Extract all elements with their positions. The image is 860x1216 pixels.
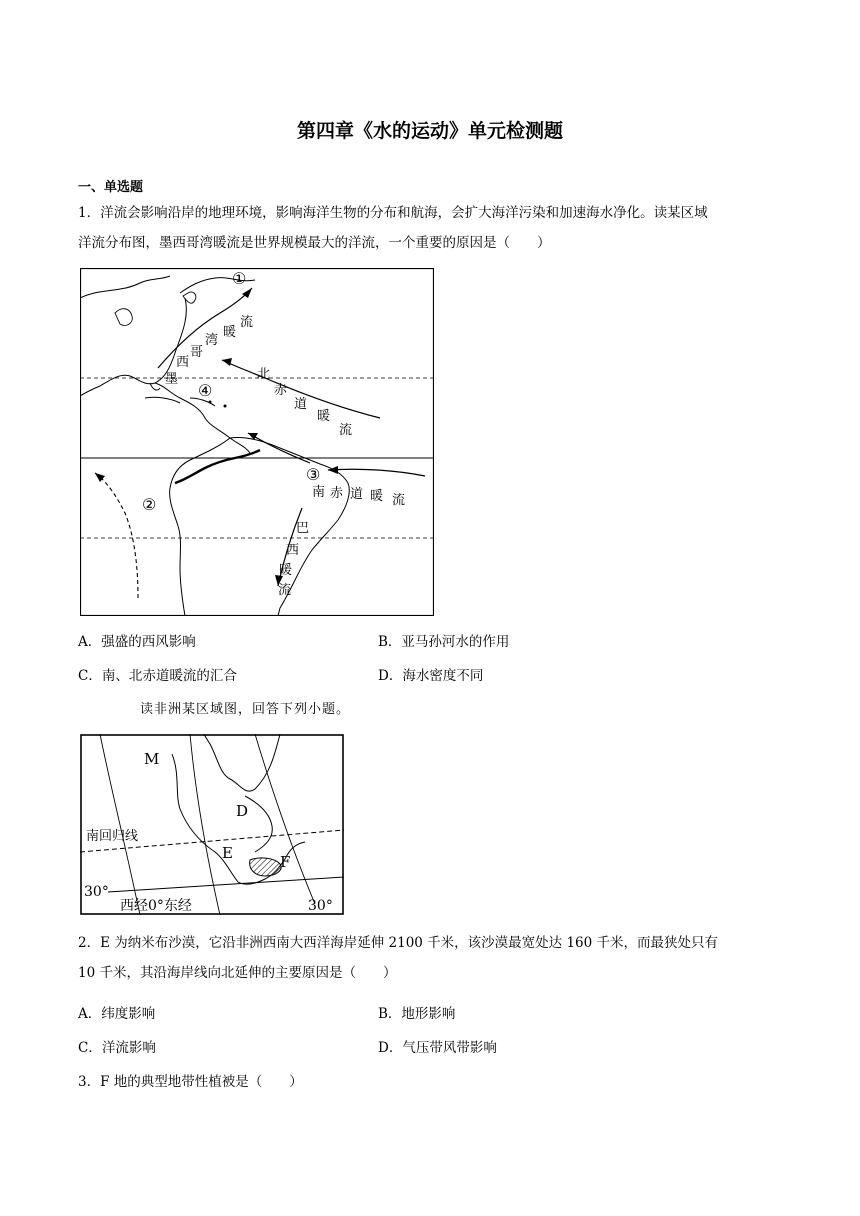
question-2-line-1: 2．E 为纳米布沙漠，它沿非洲西南大西洋海岸延伸 2100 千米，该沙漠最宽处达 160 千米，而最狭处只有 (78, 935, 719, 951)
label-north-eq-1: 北 (257, 367, 271, 382)
question-1-line-1: 1．洋流会影响沿岸的地理环境，影响海洋生物的分布和航海，会扩大海洋污染和加速海水净化。读某区域 (78, 205, 708, 221)
label-south-eq-2: 赤 (330, 486, 344, 501)
label-north-eq-3: 道 (294, 397, 308, 412)
label-gulf-4: 湾 (205, 333, 219, 348)
label-gulf-1: 墨 (165, 372, 179, 387)
africa-region-map (80, 734, 344, 915)
reading-intro: 读非洲某区域图，回答下列小题。 (140, 702, 351, 717)
q1-option-a[interactable]: A．强盛的西风影响 (78, 634, 196, 650)
question-2-line-2: 10 千米，其沿海岸线向北延伸的主要原因是（ ） (78, 965, 397, 981)
marker-1: ① (232, 269, 247, 288)
q2-option-c[interactable]: C．洋流影响 (78, 1040, 156, 1056)
label-d: D (236, 802, 249, 820)
q2-option-d[interactable]: D．气压带风带影响 (378, 1040, 497, 1056)
label-brazil-1: 巴 (296, 521, 310, 536)
label-tropic: 南回归线 (86, 829, 139, 844)
q1-option-d[interactable]: D．海水密度不同 (378, 668, 484, 684)
label-gulf-5: 暖 (223, 325, 237, 340)
label-south-eq-1: 南 (312, 485, 326, 500)
q2-option-b[interactable]: B．地形影响 (378, 1006, 456, 1022)
label-north-eq-2: 赤 (274, 383, 288, 398)
question-3-text: 3．F 地的典型地带性植被是（ ） (78, 1074, 303, 1090)
label-longitude: 西经0°东经 (120, 898, 192, 914)
label-gulf-6: 流 (240, 315, 254, 330)
q2-option-a[interactable]: A．纬度影响 (78, 1006, 156, 1022)
question-2-text (78, 928, 790, 988)
label-south-eq-4: 暖 (370, 489, 384, 504)
label-gulf-3: 哥 (190, 345, 204, 360)
label-south-eq-5: 流 (392, 493, 406, 508)
question-1-line-2: 洋流分布图，墨西哥湾暖流是世界规模最大的洋流，一个重要的原因是（ ） (78, 235, 551, 251)
label-m: M (144, 750, 160, 768)
label-north-eq-4: 暖 (317, 409, 331, 424)
label-brazil-3: 暖 (279, 563, 293, 578)
marker-2: ② (142, 495, 157, 514)
section-heading: 一、单选题 (78, 180, 144, 195)
label-brazil-4: 流 (278, 583, 292, 598)
q1-option-c[interactable]: C．南、北赤道暖流的汇合 (78, 668, 237, 684)
marker-4: ④ (198, 381, 213, 400)
ocean-current-map (80, 268, 434, 616)
q1-option-b[interactable]: B．亚马孙河水的作用 (378, 634, 510, 650)
label-north-eq-5: 流 (339, 423, 353, 438)
label-lat30: 30° (84, 884, 109, 900)
label-brazil-2: 西 (286, 543, 300, 558)
label-south-eq-3: 道 (350, 487, 364, 502)
label-gulf-2: 西 (176, 355, 190, 370)
label-f: F (280, 853, 291, 871)
page-title: 第四章《水的运动》单元检测题 (296, 120, 563, 142)
label-e: E (222, 844, 233, 862)
label-lon30: 30° (308, 898, 333, 914)
question-1-text (78, 198, 790, 258)
marker-3: ③ (306, 465, 321, 484)
